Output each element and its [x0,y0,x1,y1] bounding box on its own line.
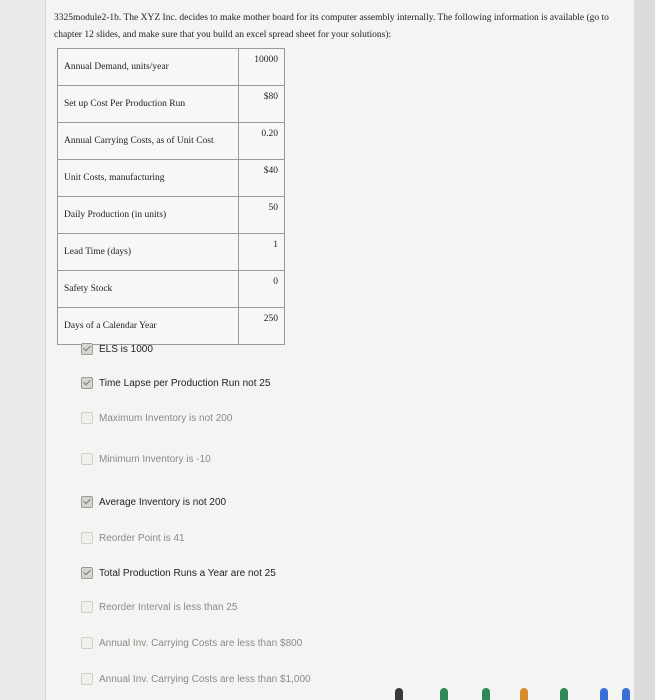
option-carrying-1000[interactable] [81,673,311,685]
question-text: 3325module2-1b. The XYZ Inc. decides to make mother board for its computer assembly internally. The following information is available (go to chapter 12 slides, and make sure that you build an excel spread sheet for your solutions): [54,13,609,40]
table-row [58,234,285,271]
dock-icon [560,688,568,700]
table-row [58,308,285,345]
option-els[interactable] [81,343,153,355]
row-label: Lead Time (days) [58,234,239,271]
option-label: Minimum Inventory is -10 [99,453,211,465]
scrollbar-track[interactable] [634,0,655,700]
checkbox-icon[interactable] [81,532,93,544]
row-label: Days of a Calendar Year [58,308,239,345]
checkbox-checked-icon[interactable] [81,377,93,389]
checkbox-checked-icon[interactable] [81,343,93,355]
checkbox-icon[interactable] [81,601,93,613]
row-label: Unit Costs, manufacturing [58,160,239,197]
checkbox-checked-icon[interactable] [81,496,93,508]
option-label: Maximum Inventory is not 200 [99,412,233,424]
option-time-lapse[interactable] [81,377,270,389]
row-value: 1 [239,234,285,271]
option-label: Total Production Runs a Year are not 25 [99,567,276,579]
data-table [57,48,285,345]
option-label: Reorder Point is 41 [99,532,185,544]
option-total-runs[interactable] [81,567,276,579]
row-value: $80 [239,86,285,123]
table-row [58,271,285,308]
option-carrying-800[interactable] [81,637,302,649]
table-row [58,160,285,197]
option-reorder-interval[interactable] [81,601,237,613]
checkbox-checked-icon[interactable] [81,567,93,579]
table-row [58,197,285,234]
checkbox-icon[interactable] [81,673,93,685]
row-value: 0.20 [239,123,285,160]
row-value: 0 [239,271,285,308]
option-label: Reorder Interval is less than 25 [99,601,238,613]
checkbox-icon[interactable] [81,453,93,465]
option-avg-inventory[interactable] [81,496,226,508]
option-min-inventory[interactable] [81,453,211,465]
table-row [58,123,285,160]
row-value: $40 [239,160,285,197]
dock-icon [395,688,403,700]
option-max-inventory[interactable] [81,412,232,424]
row-label: Daily Production (in units) [58,197,239,234]
dock-icon [482,688,490,700]
table-row [58,49,285,86]
row-value: 50 [239,197,285,234]
row-label: Safety Stock [58,271,239,308]
option-label: ELS is 1000 [99,343,153,355]
dock-icon [520,688,528,700]
row-value: 250 [239,308,285,345]
row-value: 10000 [239,49,285,86]
option-label: Annual Inv. Carrying Costs are less than $1,000 [99,673,311,685]
dock-icon [622,688,630,700]
option-label: Time Lapse per Production Run not 25 [99,377,271,389]
option-label: Average Inventory is not 200 [99,496,227,508]
option-label: Annual Inv. Carrying Costs are less than $800 [99,637,303,649]
table-row [58,86,285,123]
option-reorder-point[interactable] [81,532,185,544]
row-label: Annual Demand, units/year [58,49,239,86]
row-label: Annual Carrying Costs, as of Unit Cost [58,123,239,160]
checkbox-icon[interactable] [81,637,93,649]
checkbox-icon[interactable] [81,412,93,424]
row-label: Set up Cost Per Production Run [58,86,239,123]
dock-icon [600,688,608,700]
dock-icon [440,688,448,700]
